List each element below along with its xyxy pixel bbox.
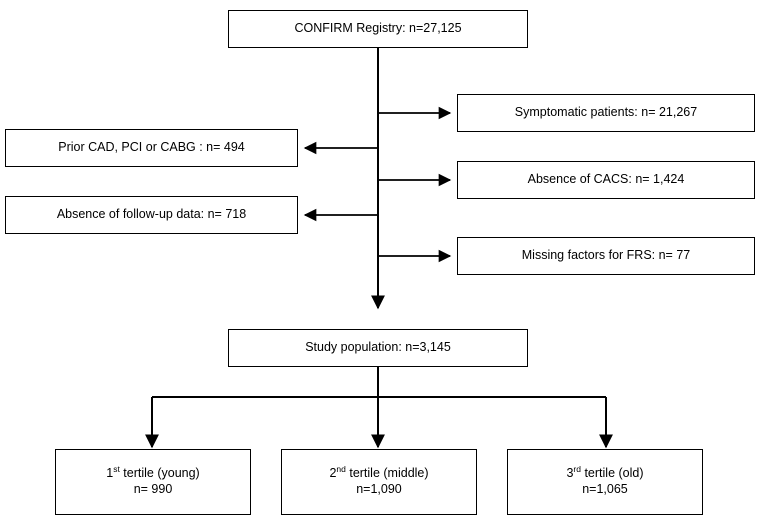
ordinal-suffix-rd: rd: [573, 464, 581, 475]
node-tertile-2: [281, 449, 477, 515]
node-registry-label: CONFIRM Registry: n=27,125: [294, 21, 462, 36]
node-absence-followup-label: Absence of follow-up data: n= 718: [56, 207, 247, 222]
node-tertile-1: [55, 449, 251, 515]
node-absence-cacs-label: Absence of CACS: n= 1,424: [527, 172, 685, 187]
node-prior-cad-label: Prior CAD, PCI or CABG : n= 494: [58, 140, 245, 155]
ordinal-suffix-st: st: [113, 464, 120, 475]
node-absence-followup: [5, 196, 298, 234]
node-symptomatic-label: Symptomatic patients: n= 21,267: [514, 105, 698, 120]
node-tertile-1-label: 1st tertile (young): [106, 464, 200, 481]
node-tertile-2-label: 2nd tertile (middle): [329, 464, 429, 481]
node-symptomatic: [457, 94, 755, 132]
node-tertile-3-label: 3rd tertile (old): [566, 464, 644, 481]
node-prior-cad: [5, 129, 298, 167]
node-missing-frs: [457, 237, 755, 275]
node-study-population: [228, 329, 528, 367]
ordinal-suffix-nd: nd: [336, 464, 346, 475]
node-tertile-2-count: n=1,090: [356, 482, 402, 496]
node-study-population-label: Study population: n=3,145: [305, 340, 451, 355]
node-tertile-3-count: n=1,065: [582, 482, 628, 496]
node-absence-cacs: [457, 161, 755, 199]
node-missing-frs-label: Missing factors for FRS: n= 77: [521, 248, 691, 263]
node-tertile-3: [507, 449, 703, 515]
node-tertile-1-count: n= 990: [133, 482, 173, 496]
node-registry: [228, 10, 528, 48]
